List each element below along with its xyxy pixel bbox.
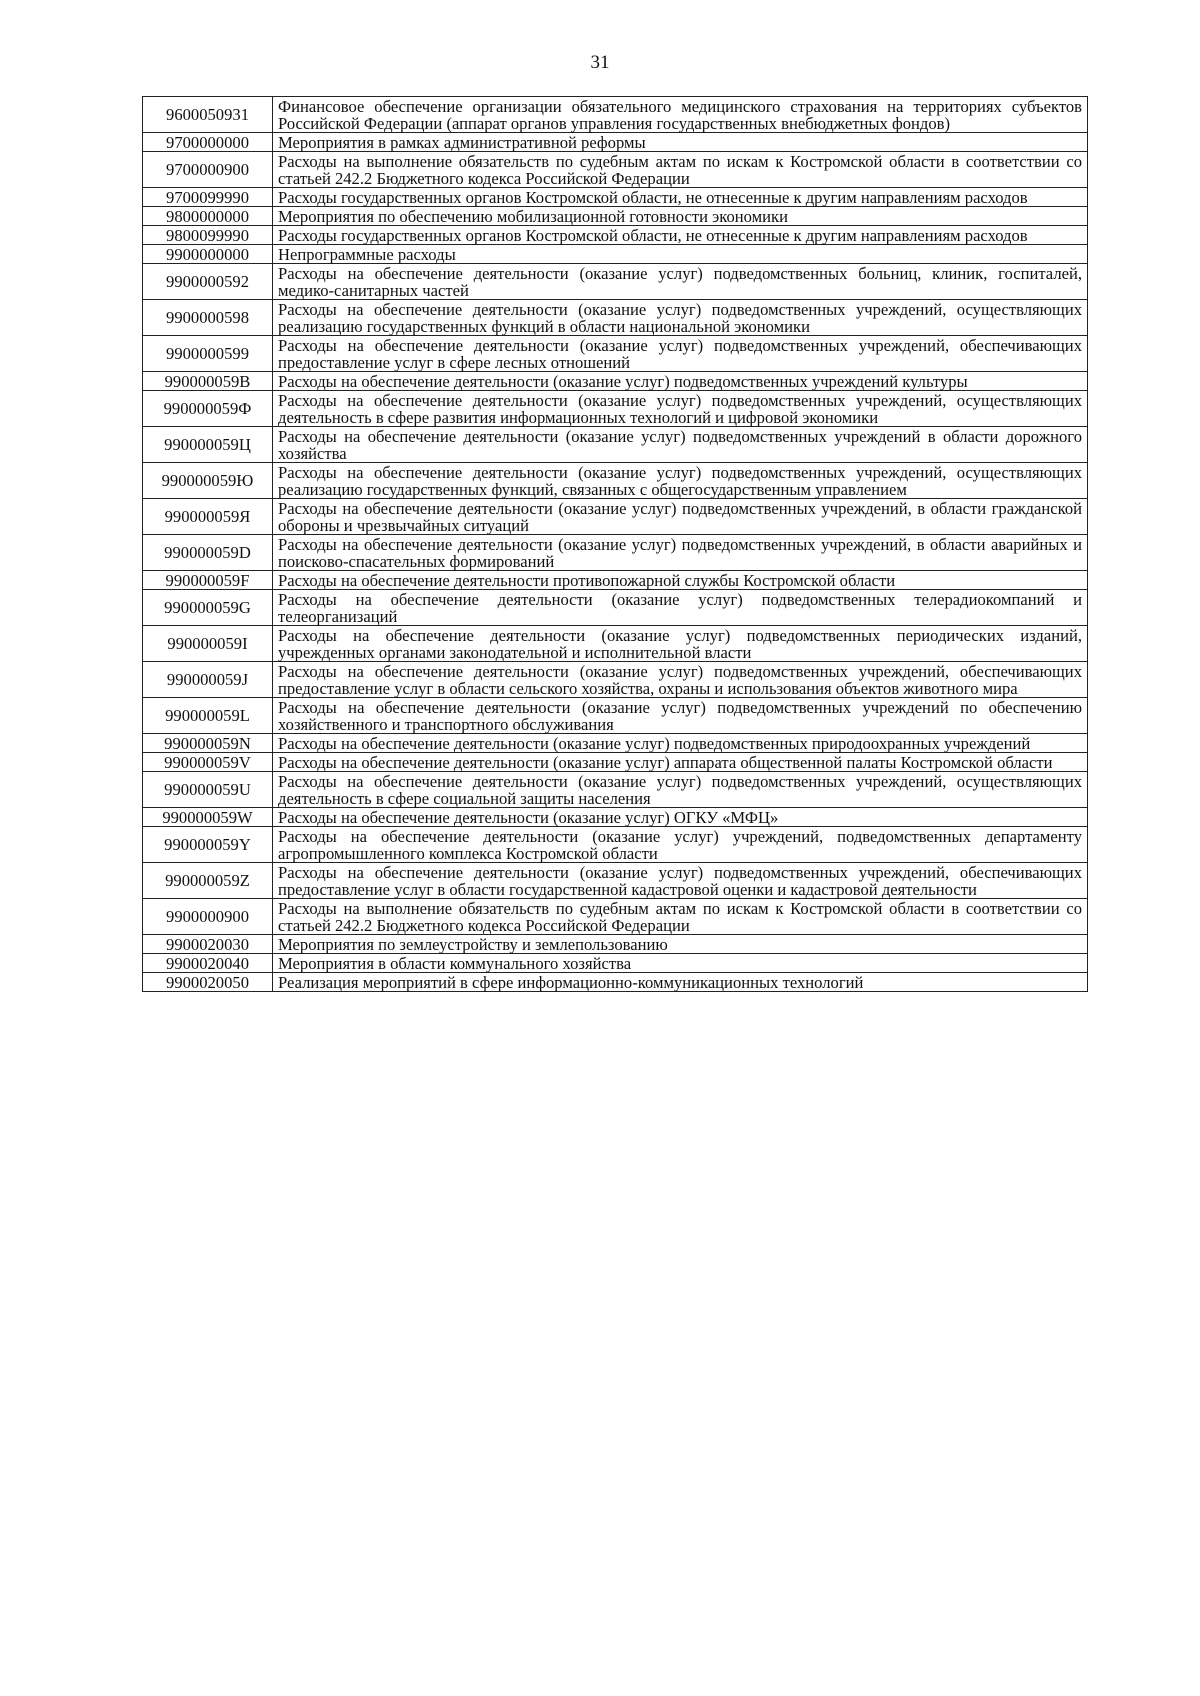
expense-description-cell: Реализация мероприятий в сфере информационно-коммуникационных технологий bbox=[273, 973, 1088, 992]
expense-description-cell: Расходы на обеспечение деятельности (оказание услуг) подведомственных учреждений, осуществляющих реализацию государственных функций, связанных с общегосударственным управлением bbox=[273, 463, 1088, 499]
expense-description-cell: Расходы на обеспечение деятельности (оказание услуг) подведомственных учреждений, осуществляющих деятельность в сфере развития информационных технологий и цифровой экономики bbox=[273, 391, 1088, 427]
table-row bbox=[143, 571, 1088, 590]
budget-code-cell: 9700000900 bbox=[143, 152, 273, 188]
table-row bbox=[143, 152, 1088, 188]
table-row bbox=[143, 662, 1088, 698]
table-row bbox=[143, 827, 1088, 863]
expense-description-cell: Расходы на обеспечение деятельности (оказание услуг) аппарата общественной палаты Костромской области bbox=[273, 753, 1088, 772]
budget-code-cell: 990000059Ф bbox=[143, 391, 273, 427]
budget-code-cell: 9600050931 bbox=[143, 97, 273, 133]
table-row bbox=[143, 935, 1088, 954]
table-row bbox=[143, 753, 1088, 772]
expense-description-cell: Расходы государственных органов Костромской области, не отнесенные к другим направлениям расходов bbox=[273, 188, 1088, 207]
expense-description-cell: Расходы на выполнение обязательств по судебным актам по искам к Костромской области в соответствии со статьей 242.2 Бюджетного кодекса Российской Федерации bbox=[273, 152, 1088, 188]
budget-code-cell: 9800099990 bbox=[143, 226, 273, 245]
expense-description-cell: Расходы на обеспечение деятельности (оказание услуг) подведомственных больниц, клиник, госпиталей, медико-санитарных частей bbox=[273, 264, 1088, 300]
budget-code-cell: 9900000598 bbox=[143, 300, 273, 336]
budget-codes-table bbox=[142, 96, 1088, 992]
table-row bbox=[143, 207, 1088, 226]
table-row bbox=[143, 734, 1088, 753]
budget-code-cell: 9900020030 bbox=[143, 935, 273, 954]
expense-description-cell: Расходы на обеспечение деятельности (оказание услуг) подведомственных учреждений, осуществляющих реализацию государственных функций в области национальной экономики bbox=[273, 300, 1088, 336]
table-row bbox=[143, 535, 1088, 571]
table-row bbox=[143, 226, 1088, 245]
budget-code-cell: 9900020040 bbox=[143, 954, 273, 973]
budget-code-cell: 990000059N bbox=[143, 734, 273, 753]
expense-description-cell: Расходы на выполнение обязательств по судебным актам по искам к Костромской области в соответствии со статьей 242.2 Бюджетного кодекса Российской Федерации bbox=[273, 899, 1088, 935]
expense-description-cell: Расходы на обеспечение деятельности (оказание услуг) подведомственных учреждений, в области гражданской обороны и чрезвычайных ситуаций bbox=[273, 499, 1088, 535]
expense-description-cell: Расходы на обеспечение деятельности (оказание услуг) подведомственных учреждений, осуществляющих деятельность в сфере социальной защиты населения bbox=[273, 772, 1088, 808]
budget-code-cell: 9900000900 bbox=[143, 899, 273, 935]
expense-description-cell: Расходы на обеспечение деятельности (оказание услуг) подведомственных учреждений в области дорожного хозяйства bbox=[273, 427, 1088, 463]
expense-description-cell: Расходы на обеспечение деятельности (оказание услуг) подведомственных учреждений, обеспечивающих предоставление услуг в области государственной кадастровой оценки и кадастровой деятельности bbox=[273, 863, 1088, 899]
expense-description-cell: Расходы государственных органов Костромской области, не отнесенные к другим направлениям расходов bbox=[273, 226, 1088, 245]
expense-description-cell: Расходы на обеспечение деятельности (оказание услуг) подведомственных учреждений по обеспечению хозяйственного и транспортного обслуживания bbox=[273, 698, 1088, 734]
table-row bbox=[143, 698, 1088, 734]
page-number: 31 bbox=[590, 52, 610, 73]
expense-description-cell: Мероприятия по обеспечению мобилизационной готовности экономики bbox=[273, 207, 1088, 226]
budget-code-cell: 990000059В bbox=[143, 372, 273, 391]
table-row bbox=[143, 808, 1088, 827]
table-row bbox=[143, 626, 1088, 662]
budget-code-cell: 990000059V bbox=[143, 753, 273, 772]
budget-code-cell: 990000059Z bbox=[143, 863, 273, 899]
expense-description-cell: Финансовое обеспечение организации обязательного медицинского страхования на территориях субъектов Российской Федерации (аппарат органов управления государственных внебюджетных фондов) bbox=[273, 97, 1088, 133]
table-row bbox=[143, 899, 1088, 935]
table-row bbox=[143, 372, 1088, 391]
budget-code-cell: 990000059U bbox=[143, 772, 273, 808]
table-row bbox=[143, 300, 1088, 336]
budget-code-cell: 990000059L bbox=[143, 698, 273, 734]
expense-description-cell: Расходы на обеспечение деятельности противопожарной службы Костромской области bbox=[273, 571, 1088, 590]
budget-code-cell: 990000059Y bbox=[143, 827, 273, 863]
budget-code-cell: 990000059F bbox=[143, 571, 273, 590]
budget-code-cell: 990000059Ю bbox=[143, 463, 273, 499]
budget-code-cell: 990000059Я bbox=[143, 499, 273, 535]
table-row bbox=[143, 463, 1088, 499]
budget-code-cell: 9900000592 bbox=[143, 264, 273, 300]
budget-code-cell: 9800000000 bbox=[143, 207, 273, 226]
table-row bbox=[143, 973, 1088, 992]
table-row bbox=[143, 954, 1088, 973]
table-row bbox=[143, 863, 1088, 899]
expense-description-cell: Расходы на обеспечение деятельности (оказание услуг) подведомственных учреждений, обеспечивающих предоставление услуг в области сельского хозяйства, охраны и использования объектов животного мира bbox=[273, 662, 1088, 698]
budget-code-cell: 9900020050 bbox=[143, 973, 273, 992]
expense-description-cell: Расходы на обеспечение деятельности (оказание услуг) подведомственных учреждений, в области аварийных и поисково-спасательных формирований bbox=[273, 535, 1088, 571]
expense-description-cell: Расходы на обеспечение деятельности (оказание услуг) подведомственных природоохранных учреждений bbox=[273, 734, 1088, 753]
expense-description-cell: Расходы на обеспечение деятельности (оказание услуг) подведомственных периодических изданий, учрежденных органами законодательной и исполнительной власти bbox=[273, 626, 1088, 662]
table-row bbox=[143, 97, 1088, 133]
budget-code-cell: 990000059W bbox=[143, 808, 273, 827]
budget-code-cell: 990000059G bbox=[143, 590, 273, 626]
table-row bbox=[143, 590, 1088, 626]
expense-description-cell: Непрограммные расходы bbox=[273, 245, 1088, 264]
budget-code-cell: 990000059J bbox=[143, 662, 273, 698]
table-row bbox=[143, 772, 1088, 808]
table-row bbox=[143, 264, 1088, 300]
table-row bbox=[143, 391, 1088, 427]
budget-code-cell: 9700099990 bbox=[143, 188, 273, 207]
table-row bbox=[143, 427, 1088, 463]
table-body bbox=[143, 97, 1088, 992]
expense-description-cell: Мероприятия в рамках административной реформы bbox=[273, 133, 1088, 152]
table-row bbox=[143, 133, 1088, 152]
expense-description-cell: Расходы на обеспечение деятельности (оказание услуг) ОГКУ «МФЦ» bbox=[273, 808, 1088, 827]
expense-description-cell: Расходы на обеспечение деятельности (оказание услуг) подведомственных учреждений, обеспечивающих предоставление услуг в сфере лесных отношений bbox=[273, 336, 1088, 372]
budget-code-cell: 9900000000 bbox=[143, 245, 273, 264]
budget-code-cell: 990000059I bbox=[143, 626, 273, 662]
budget-code-cell: 990000059Ц bbox=[143, 427, 273, 463]
budget-code-cell: 990000059D bbox=[143, 535, 273, 571]
expense-description-cell: Расходы на обеспечение деятельности (оказание услуг) подведомственных учреждений культуры bbox=[273, 372, 1088, 391]
expense-description-cell: Расходы на обеспечение деятельности (оказание услуг) подведомственных телерадиокомпаний и телеорганизаций bbox=[273, 590, 1088, 626]
budget-code-cell: 9700000000 bbox=[143, 133, 273, 152]
expense-description-cell: Мероприятия по землеустройству и землепользованию bbox=[273, 935, 1088, 954]
table-row bbox=[143, 499, 1088, 535]
expense-description-cell: Расходы на обеспечение деятельности (оказание услуг) учреждений, подведомственных департаменту агропромышленного комплекса Костромской области bbox=[273, 827, 1088, 863]
table-row bbox=[143, 188, 1088, 207]
table-row bbox=[143, 336, 1088, 372]
budget-code-cell: 9900000599 bbox=[143, 336, 273, 372]
expense-description-cell: Мероприятия в области коммунального хозяйства bbox=[273, 954, 1088, 973]
table-row bbox=[143, 245, 1088, 264]
